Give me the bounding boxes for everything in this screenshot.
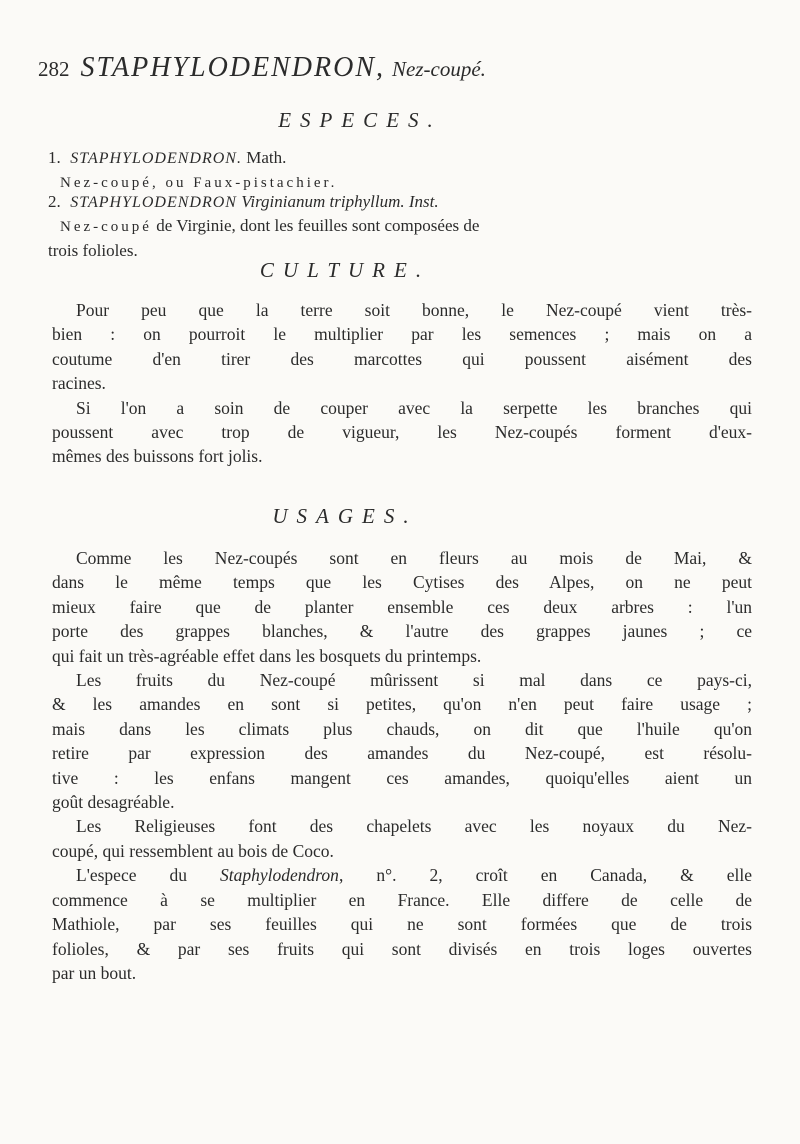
species-common-name: Nez-coupé, ou Faux-pistachier. xyxy=(60,175,338,191)
text-line xyxy=(52,863,752,887)
species-common-name: Nez-coupé xyxy=(60,219,152,235)
species-number: 2. xyxy=(48,192,61,211)
species-reference: Staphylodendron xyxy=(220,865,339,886)
text-line: folioles, & par ses fruits qui sont divisés en trois loges ouvertes xyxy=(52,938,752,959)
text-line: mais dans les climats plus chauds, on dit que l'huile qu'on xyxy=(52,718,752,739)
running-title: STAPHYLODENDRON, xyxy=(80,52,386,83)
text-fragment: , n°. 2, croît en Canada, & elle xyxy=(338,865,752,886)
usages-text xyxy=(52,546,752,985)
culture-text xyxy=(52,298,752,469)
text-line: Si l'on a soin de couper avec la serpette les branches qui xyxy=(76,397,752,418)
text-fragment: L'espece du xyxy=(76,865,221,886)
text-line: goût desagréable. xyxy=(52,792,175,813)
species-author: Virginianum triphyllum. Inst. xyxy=(241,192,439,211)
species-genus: STAPHYLODENDRON xyxy=(70,194,237,211)
text-line: racines. xyxy=(52,373,106,394)
text-line: Comme les Nez-coupés sont en fleurs au mois de Mai, & xyxy=(76,548,752,568)
species-genus: STAPHYLODENDRON. xyxy=(70,150,242,167)
text-line: mêmes des buissons fort jolis. xyxy=(52,446,263,467)
running-head xyxy=(38,52,486,84)
text-line: & les amandes en sont si petites, qu'on n'en peut faire usage ; xyxy=(52,694,752,715)
text-line: Pour peu que la terre soit bonne, le Nez-coupé vient très- xyxy=(76,300,752,320)
text-line: qui fait un très-agréable effet dans les bosquets du printemps. xyxy=(52,645,482,666)
heading-culture: CULTURE. xyxy=(259,258,431,282)
text-line: Mathiole, par ses feuilles qui ne sont formées que de trois xyxy=(52,914,752,935)
text-line: Les fruits du Nez-coupé mûrissent si mal dans ce pays-ci, xyxy=(76,670,752,691)
species-description-cont: trois folioles. xyxy=(48,241,138,260)
text-line: mieux faire que de planter ensemble ces deux arbres : l'un xyxy=(52,596,752,617)
text-line: poussent avec trop de vigueur, les Nez-coupés forment d'eux- xyxy=(52,422,752,443)
text-line: coutume d'en tirer des marcottes qui poussent aisément des xyxy=(52,348,752,369)
species-entry-1 xyxy=(48,146,748,195)
text-line: bien : on pourroit le multiplier par les semences ; mais on a xyxy=(52,324,752,345)
species-description: de Virginie, dont les feuilles sont composées de xyxy=(151,216,480,235)
text-line: Les Religieuses font des chapelets avec les noyaux du Nez- xyxy=(76,816,752,837)
heading-especes: ESPECES. xyxy=(278,108,442,132)
text-line: par un bout. xyxy=(52,962,137,983)
text-line: coupé, qui ressemblent au bois de Coco. xyxy=(52,840,334,861)
text-line: dans le même temps que les Cytises des Alpes, on ne peut xyxy=(52,572,752,593)
page-number: 282 xyxy=(38,57,70,81)
text-line: commence à se multiplier en France. Elle differe de celle de xyxy=(52,889,752,910)
heading-usages: USAGES. xyxy=(272,504,418,528)
species-entry-2 xyxy=(48,190,748,262)
species-author: Math. xyxy=(246,148,287,167)
text-line: tive : les enfans mangent ces amandes, quoiqu'elles aient un xyxy=(52,767,752,788)
text-line: retire par expression des amandes du Nez-coupé, est résolu- xyxy=(52,743,752,764)
running-subtitle: Nez-coupé. xyxy=(392,57,486,81)
species-number: 1. xyxy=(48,148,61,167)
text-line: porte des grappes blanches, & l'autre des grappes jaunes ; ce xyxy=(52,621,752,642)
